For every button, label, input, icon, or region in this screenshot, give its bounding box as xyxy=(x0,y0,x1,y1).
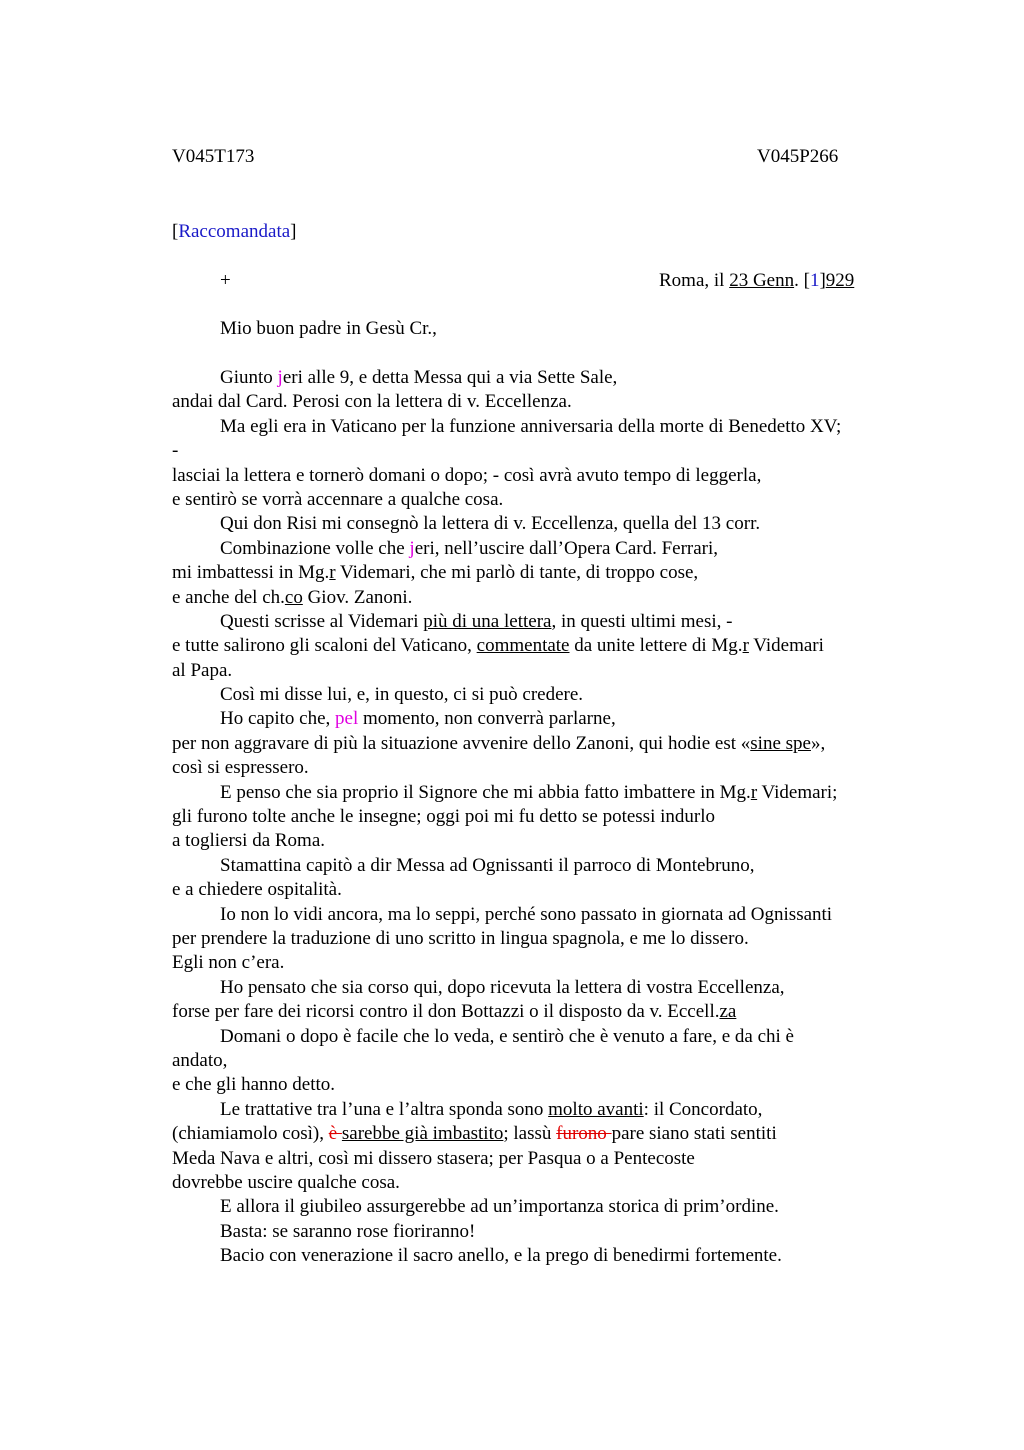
text-line: per prendere la traduzione di uno scritto in lingua spagnola, e me lo dissero. xyxy=(172,927,749,949)
text-line: Questi scrisse al Videmari più di una lettera, in questi ultimi mesi, - xyxy=(220,610,733,632)
text-line: E penso che sia proprio il Signore che mi abbia fatto imbattere in Mg.r Videmari; xyxy=(220,781,838,803)
recipient-text: Raccomandata xyxy=(178,221,291,242)
text-line: Meda Nava e altri, così mi dissero stasera; per Pasqua o a Pentecoste xyxy=(172,1147,695,1169)
text-line: Io non lo vidi ancora, ma lo seppi, perché sono passato in giornata ad Ognissanti xyxy=(220,903,833,925)
text-line: Domani o dopo è facile che lo veda, e sentirò che è venuto a fare, e da chi è xyxy=(220,1025,794,1047)
text-line: andai dal Card. Perosi con la lettera di v. Eccellenza. xyxy=(172,391,572,413)
text-line: gli furono tolte anche le insegne; oggi poi mi fu detto se potessi indurlo xyxy=(172,806,715,828)
text-line: Così mi disse lui, e, in questo, ci si può credere. xyxy=(220,684,584,706)
text-line: e che gli hanno detto. xyxy=(172,1074,336,1096)
document-code-right: V045P266 xyxy=(757,146,839,167)
text-line: così si espressero. xyxy=(172,757,309,779)
text-line: E allora il giubileo assurgerebbe ad un’importanza storica di prim’ordine. xyxy=(220,1196,779,1218)
deleted-text: è xyxy=(328,1123,342,1145)
deleted-text: furono xyxy=(556,1123,612,1145)
text-line: dovrebbe uscire qualche cosa. xyxy=(172,1171,400,1193)
text-line: lasciai la lettera e tornerò domani o dopo; - così avrà avuto tempo di leggerla, xyxy=(172,464,762,486)
recipient-note xyxy=(172,221,297,243)
bracket-open: [ xyxy=(172,221,179,242)
text-line: Combinazione volle che jeri, nell’uscire dall’Opera Card. Ferrari, xyxy=(220,537,719,559)
text-line: e sentirò se vorrà accennare a qualche cosa. xyxy=(172,488,504,510)
text-line: a togliersi da Roma. xyxy=(172,830,326,852)
text-line: forse per fare dei ricorsi contro il don Bottazzi o il disposto da v. Eccell.za xyxy=(172,1001,737,1023)
text-line: Ma egli era in Vaticano per la funzione anniversaria della morte di Benedetto XV; xyxy=(220,415,842,437)
dateline: Roma, il 23 Genn. [1]929 xyxy=(659,270,855,291)
text-line: Qui don Risi mi consegnò la lettera di v. Eccellenza, quella del 13 corr. xyxy=(220,513,761,535)
document-code-left: V045T173 xyxy=(172,146,255,167)
text-line: e tutte salirono gli scaloni del Vaticano, commentate da unite lettere di Mg.r Videmari xyxy=(172,635,824,657)
bracket-close: ] xyxy=(290,221,297,242)
text-line: Giunto jeri alle 9, e detta Messa qui a via Sette Sale, xyxy=(220,367,618,388)
date-year: 929 xyxy=(825,270,855,291)
text-line: Bacio con venerazione il sacro anello, e la prego di benedirmi fortemente. xyxy=(220,1245,782,1267)
date-day-month: 23 Genn xyxy=(729,270,795,291)
text-line: Le trattative tra l’una e l’altra sponda sono molto avanti: il Concordato, xyxy=(220,1098,763,1120)
text-line: Ho capito che, pel momento, non converrà parlarne, xyxy=(220,708,616,730)
text-line: Basta: se saranno rose fioriranno! xyxy=(220,1220,476,1242)
text-line: Ho pensato che sia corso qui, dopo ricevuta la lettera di vostra Eccellenza, xyxy=(220,976,785,998)
salutation: Mio buon padre in Gesù Cr., xyxy=(220,318,437,339)
letter-body xyxy=(172,366,912,1268)
text-line: Stamattina capitò a dir Messa ad Ognissanti il parroco di Montebruno, xyxy=(220,854,755,876)
text-line: per non aggravare di più la situazione avvenire dello Zanoni, qui hodie est «sine spe», xyxy=(172,732,826,754)
text-line: - xyxy=(172,440,179,462)
text-line: Egli non c’era. xyxy=(172,952,285,974)
cross-mark: + xyxy=(220,270,231,291)
text-line: e a chiedere ospitalità. xyxy=(172,879,342,901)
text-line: andato, xyxy=(172,1049,228,1071)
text-line: mi imbattessi in Mg.r Videmari, che mi parlò di tante, di troppo cose, xyxy=(172,562,699,584)
date-century: 1 xyxy=(809,270,820,291)
text-line: e anche del ch.co Giov. Zanoni. xyxy=(172,586,413,608)
text-line: al Papa. xyxy=(172,659,233,681)
text-line: (chiamiamolo così), è sarebbe già imbastito; lassù furono pare siano stati sentiti xyxy=(172,1123,777,1145)
